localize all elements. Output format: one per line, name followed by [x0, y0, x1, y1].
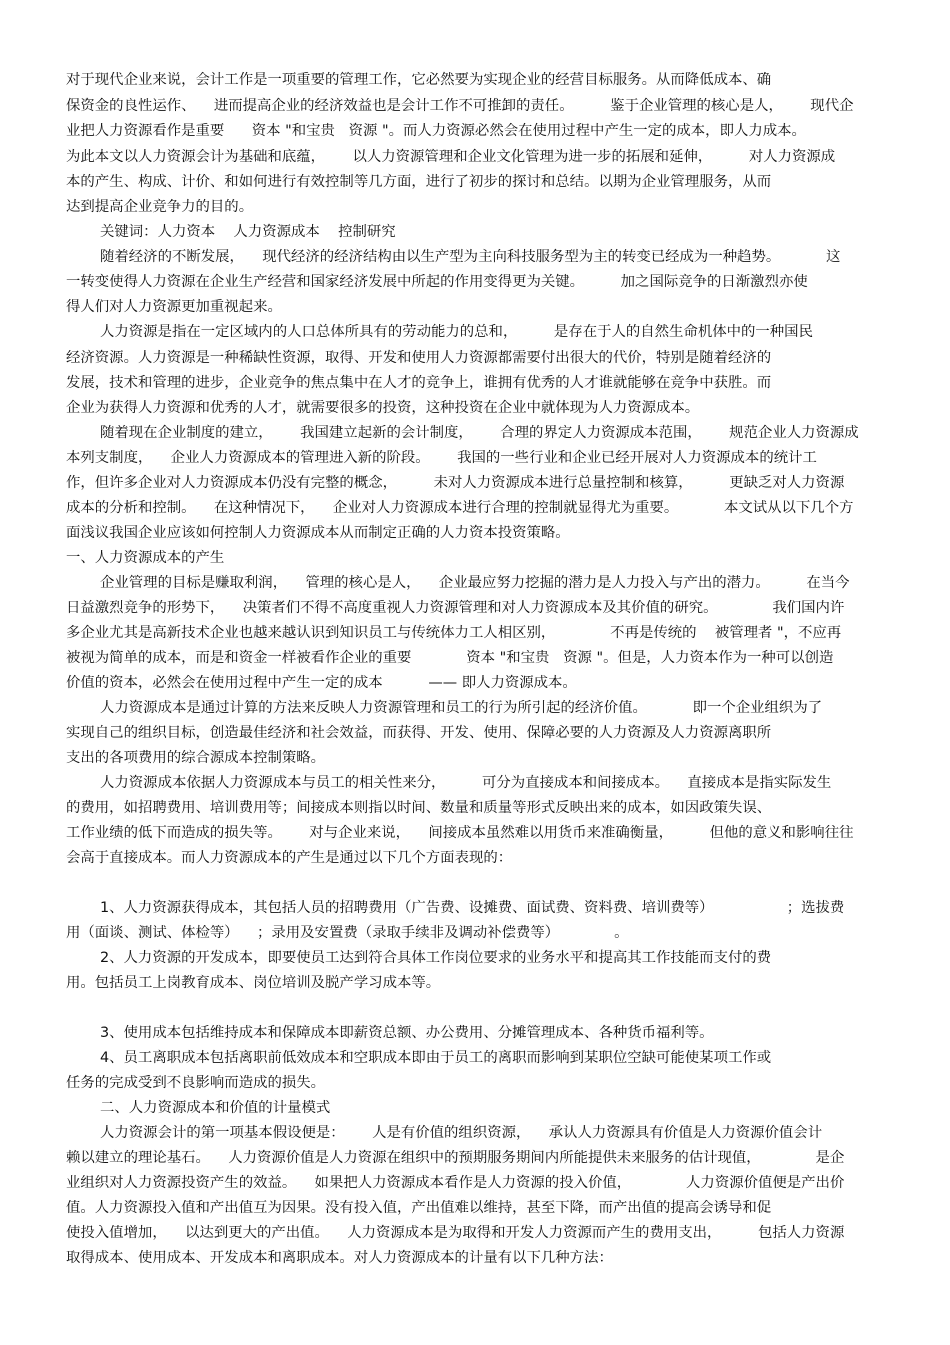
- text-line: 一转变使得人力资源在企业生产经营和国家经济发展中所起的作用变得更为关键。 加之国际竞争的日渐激烈亦使: [66, 274, 808, 290]
- text-line: 赖以建立的理论基石。 人力资源价值是人力资源在组织中的预期服务期间内所能提供未来服务的估计现值， 是企: [66, 1150, 845, 1166]
- text-line: 人力资源会计的第一项基本假设便是： 人是有价值的组织资源， 承认人力资源具有价值是人力资源价值会计: [100, 1125, 823, 1141]
- text-line: 随着经济的不断发展， 现代经济的经济结构由以生产型为主向科技服务型为主的转变已经成为一种趋势。 这: [100, 249, 841, 265]
- text-line: 价值的资本，必然会在使用过程中产生一定的成本 —— 即人力资源成本。: [66, 675, 577, 691]
- list-item: 1、人力资源获得成本，其包括人员的招聘费用（广告费、设摊费、面试费、资料费、培训费等） ；选拔费: [100, 900, 845, 916]
- text-line: 多企业尤其是高新技术企业也越来越认识到知识员工与传统体力工人相区别， 不再是传统的 被管理者 "，不应再: [66, 625, 842, 641]
- text-line: 企业为获得人力资源和优秀的人才，就需要很多的投资，这种投资在企业中就体现为人力资源成本。: [66, 400, 700, 416]
- text-line: 为此本文以人力资源会计为基础和底蕴， 以人力资源管理和企业文化管理为进一步的拓展和延伸， 对人力资源成: [66, 149, 836, 165]
- text-line: 的费用，如招聘费用、培训费用等；间接成本则指以时间、数量和质量等形式反映出来的成本，如因政策失误、: [66, 800, 772, 816]
- text-line: 保资金的良性运作、 进而提高企业的经济效益也是会计工作不可推卸的责任。 鉴于企业管理的核心是人， 现代企: [66, 98, 854, 114]
- text-line: 达到提高企业竞争力的目的。: [66, 199, 254, 215]
- text-line: 被视为简单的成本，而是和资金一样被看作企业的重要 资本 "和宝贵 资源 "。但是，人力资本作为一种可以创造: [66, 650, 834, 666]
- text-line: 企业管理的目标是赚取利润， 管理的核心是人， 企业最应努力挖掘的潜力是人力投入与产出的潜力。 在当今: [100, 575, 850, 591]
- text-line: 业组织对人力资源投资产生的效益。 如果把人力资源成本看作是人力资源的投入价值， 人力资源价值便是产出价: [66, 1175, 845, 1191]
- list-item: 4、员工离职成本包括离职前低效成本和空职成本即由于员工的离职而影响到某职位空缺可能使某项工作或: [100, 1050, 772, 1066]
- keywords-line: 关键词：人力资本 人力资源成本 控制研究: [100, 224, 396, 240]
- text-line: 任务的完成受到不良影响而造成的损失。: [66, 1075, 326, 1091]
- text-line: 工作业绩的低下而造成的损失等。 对与企业来说， 间接成本虽然难以用货币来准确衡量， 但他的意义和影响往往: [66, 825, 854, 841]
- text-line: 经济资源。人力资源是一种稀缺性资源，取得、开发和使用人力资源都需要付出很大的代价，特别是随着经济的: [66, 350, 772, 366]
- section-heading: 一、人力资源成本的产生: [66, 550, 225, 566]
- text-line: 值。人力资源投入值和产出值互为因果。没有投入值，产出值难以维持，甚至下降，而产出值的提高会诱导和促: [66, 1200, 772, 1216]
- text-line: 本的产生、构成、计价、和如何进行有效控制等几方面，进行了初步的探讨和总结。以期为企业管理服务，从而: [66, 174, 772, 190]
- text-line: 人力资源是指在一定区域内的人口总体所具有的劳动能力的总和， 是存在于人的自然生命机体中的一种国民: [100, 324, 813, 340]
- text-line: 用（面谈、测试、体检等） ；录用及安置费（录取手续非及调动补偿费等） 。: [66, 925, 629, 941]
- list-item: 2、人力资源的开发成本，即要使员工达到符合具体工作岗位要求的业务水平和提高其工作技能而支付的费: [100, 950, 772, 966]
- text-line: 会高于直接成本。而人力资源成本的产生是通过以下几个方面表现的：: [66, 850, 513, 866]
- text-line: 取得成本、使用成本、开发成本和离职成本。对人力资源成本的计量有以下几种方法：: [66, 1250, 613, 1266]
- text-line: 人力资源成本依据人力资源成本与员工的相关性来分， 可分为直接成本和间接成本。 直接成本是指实际发生: [100, 775, 832, 791]
- text-line: 人力资源成本是通过计算的方法来反映人力资源管理和员工的行为所引起的经济价值。 即一个企业组织为了: [100, 700, 823, 716]
- text-line: 成本的分析和控制。 在这种情况下， 企业对人力资源成本进行合理的控制就显得尤为重要。 本文试从以下几个方: [66, 500, 854, 516]
- text-line: 实现自己的组织目标，创造最佳经济和社会效益，而获得、开发、使用、保障必要的人力资源及人力资源离职所: [66, 725, 772, 741]
- text-line: 业把人力资源看作是重要 资本 "和宝贵 资源 "。而人力资源必然会在使用过程中产生一定的成本，即人力成本。: [66, 123, 806, 139]
- text-line: 支出的各项费用的综合源成本控制策略。: [66, 750, 326, 766]
- list-item: 3、使用成本包括维持成本和保障成本即薪资总额、办公费用、分摊管理成本、各种货币福利等。: [100, 1025, 714, 1041]
- text-line: 本列支制度， 企业人力资源成本的管理进入新的阶段。 我国的一些行业和企业已经开展对人力资源成本的统计工: [66, 450, 817, 466]
- text-line: 使投入值增加， 以达到更大的产出值。 人力资源成本是为取得和开发人力资源而产生的费用支出， 包括人力资源: [66, 1225, 845, 1241]
- text-line: 随着现在企业制度的建立， 我国建立起新的会计制度， 合理的界定人力资源成本范围， 规范企业人力资源成: [100, 425, 859, 441]
- text-line: 发展，技术和管理的进步，企业竞争的焦点集中在人才的竞争上，谁拥有优秀的人才谁就能够在竞争中获胜。而: [66, 375, 772, 391]
- text-line: 用。包括员工上岗教育成本、岗位培训及脱产学习成本等。: [66, 975, 441, 991]
- text-line: 得人们对人力资源更加重视起来。: [66, 299, 282, 315]
- text-line: 面浅议我国企业应该如何控制人力资源成本从而制定正确的人力资本投资策略。: [66, 525, 570, 541]
- text-line: 作，但许多企业对人力资源成本仍没有完整的概念， 未对人力资源成本进行总量控制和核算， 更缺乏对人力资源: [66, 475, 845, 491]
- section-heading: 二、人力资源成本和价值的计量模式: [100, 1100, 331, 1116]
- text-line: 对于现代企业来说，会计工作是一项重要的管理工作，它必然要为实现企业的经营目标服务。从而降低成本、确: [66, 72, 772, 88]
- text-line: 日益激烈竞争的形势下， 决策者们不得不高度重视人力资源管理和对人力资源成本及其价值的研究。 我们国内许: [66, 600, 845, 616]
